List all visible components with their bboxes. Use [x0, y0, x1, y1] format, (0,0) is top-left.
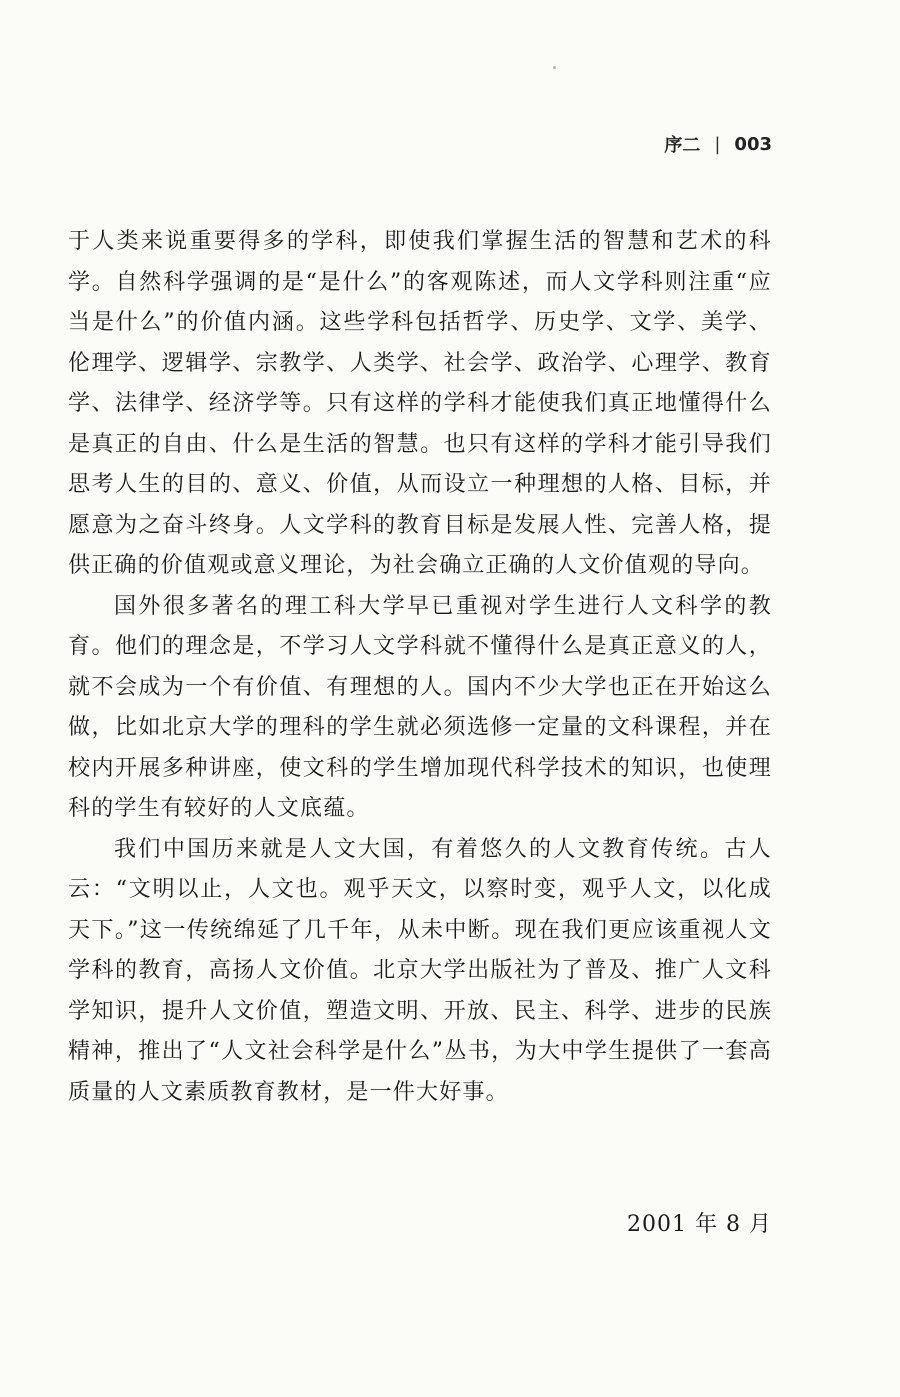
running-header	[664, 129, 772, 159]
paragraph-continued: 于人类来说重要得多的学科，即使我们掌握生活的智慧和艺术的科学。自然科学强调的是“是什么”的客观陈述，而人文学科则注重“应当是什么”的价值内涵。这些学科包括哲学、历史学、文学、美学、伦理学、逻辑学、宗教学、人类学、社会学、政治学、心理学、教育学、法律学、经济学等。只有这样的学科才能使我们真正地懂得什么是真正的自由、什么是生活的智慧。也只有这样的学科才能引导我们思考人生的目的、意义、价值，从而设立一种理想的人格、目标，并愿意为之奋斗终身。人文学科的教育目标是发展人性、完善人格，提供正确的价值观或意义理论，为社会确立正确的人文价值观的导向。	[68, 229, 772, 578]
signature-date: 2001 年 8 月	[627, 1212, 772, 1237]
header-separator: |	[714, 133, 721, 155]
section-title: 序二	[664, 135, 701, 156]
body-text	[68, 222, 772, 1113]
page-number: 003	[734, 133, 772, 155]
paper-speck	[553, 66, 556, 69]
paragraph: 国外很多著名的理工科大学早已重视对学生进行人文科学的教育。他们的理念是，不学习人文学科就不懂得什么是真正意义的人，就不会成为一个有价值、有理想的人。国内不少大学也正在开始这么做，比如北京大学的理科的学生就必须选修一定量的文科课程，并在校内开展多种讲座，使文科的学生增加现代科学技术的知识，也使理科的学生有较好的人文底蕴。	[68, 593, 772, 821]
paragraph: 我们中国历来就是人文大国，有着悠久的人文教育传统。古人云：“文明以止，人文也。观乎天文，以察时变，观乎人文，以化成天下。”这一传统绵延了几千年，从未中断。现在我们更应该重视人文学科的教育，高扬人文价值。北京大学出版社为了普及、推广人文科学知识，提升人文价值，塑造文明、开放、民主、科学、进步的民族精神，推出了“人文社会科学是什么”丛书，为大中学生提供了一套高质量的人文素质教育教材，是一件大好事。	[68, 836, 772, 1105]
